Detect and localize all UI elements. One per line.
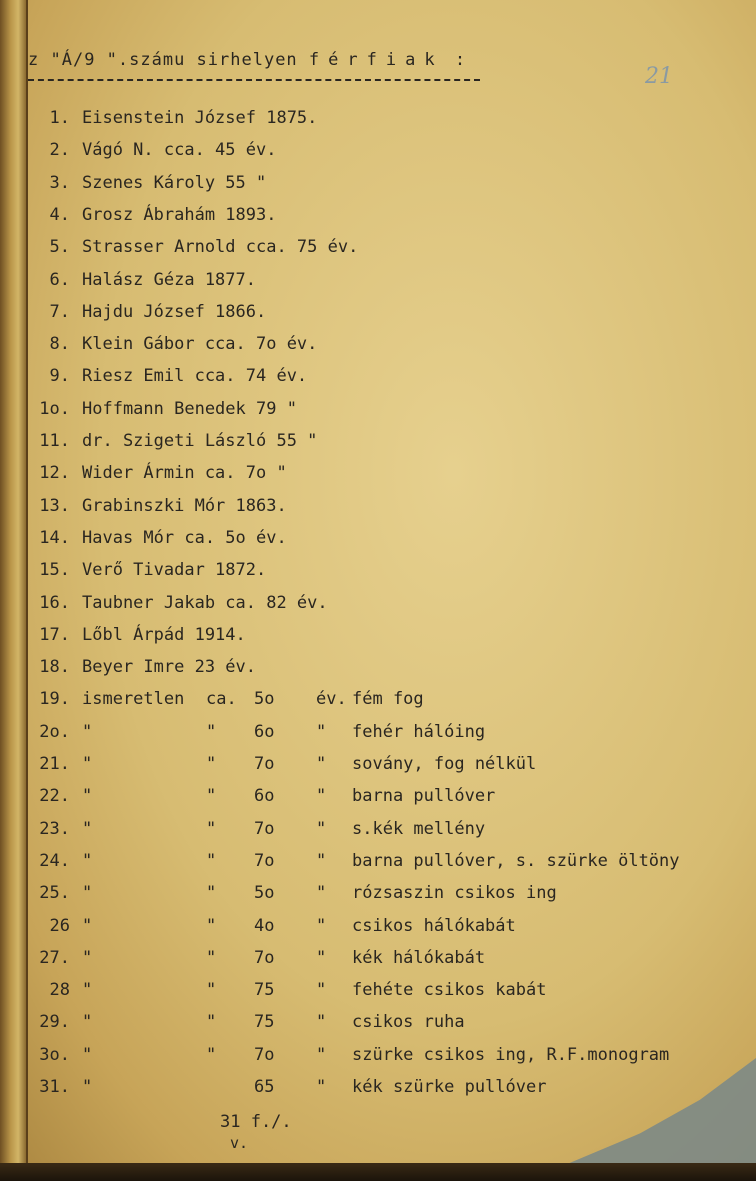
page-number: 21 (645, 64, 673, 89)
entry-text: Szenes Károly 55 " (82, 172, 267, 193)
entry-text: Beyer Imre 23 év. (82, 657, 256, 678)
entry-age: 7o (254, 850, 275, 871)
entry-descriptor: " (82, 786, 93, 807)
entry-age: 4o (254, 915, 275, 936)
entry-number: 29. (39, 1012, 70, 1033)
entry-descriptor: " (82, 721, 93, 742)
entry-description: sovány, fog nélkül (352, 754, 537, 774)
entry-text: Strasser Arnold cca. 75 év. (82, 237, 359, 258)
entry-text: Havas Mór ca. 5o év. (82, 527, 287, 548)
entry-unit: év. (316, 689, 347, 710)
heading-label: "Á/9 ".számu sirhelyen (50, 50, 298, 70)
entry-text: Riesz Emil cca. 74 év. (82, 366, 308, 387)
entry-ca: " (206, 980, 217, 1001)
entry-text: Grabinszki Mór 1863. (82, 495, 287, 516)
entry-unit: " (316, 850, 327, 871)
heading-spaced-word: férfiak (308, 50, 444, 70)
entry-ca: " (206, 754, 217, 774)
entry-number: 17. (39, 624, 70, 645)
entry-number: 5. (49, 237, 70, 258)
entry-number: 27. (39, 947, 70, 968)
entry-number: 28 (49, 980, 70, 1001)
entry-descriptor: " (82, 883, 93, 904)
entry-unit: " (316, 786, 327, 807)
entry-age: 7o (254, 754, 275, 774)
entry-text: Halász Géza 1877. (82, 269, 256, 290)
entry-number: 14. (39, 527, 70, 548)
entry-number: 31. (39, 1077, 70, 1097)
entry-number: 24. (39, 850, 70, 871)
entry-text: Vágó N. cca. 45 év. (82, 140, 277, 161)
entry-unit: " (316, 721, 327, 742)
entry-number: 13. (39, 495, 70, 516)
entry-description: csikos ruha (352, 1012, 465, 1033)
entry-description: rózsaszin csikos ing (352, 883, 557, 904)
entry-number: 26 (49, 915, 70, 936)
entry-description: barna pullóver (352, 786, 496, 807)
page-heading (28, 50, 466, 70)
entry-descriptor: " (82, 850, 93, 871)
entry-descriptor: " (82, 1077, 93, 1097)
entry-age: 75 (254, 980, 275, 1001)
entry-age: 7o (254, 818, 275, 839)
entry-number: 16. (39, 592, 70, 613)
entry-number: 3o. (39, 1044, 70, 1065)
entry-number: 2o. (39, 721, 70, 742)
entry-number: 22. (39, 786, 70, 807)
entry-descriptor: " (82, 754, 93, 774)
entry-description: csikos hálókabát (352, 915, 516, 936)
entry-ca: " (206, 947, 217, 968)
entry-text: dr. Szigeti László 55 " (82, 431, 318, 451)
entry-age: 5o (254, 883, 275, 904)
entry-text: Eisenstein József 1875. (82, 108, 318, 128)
entry-unit: " (316, 947, 327, 968)
entry-number: 4. (49, 204, 70, 225)
entry-descriptor: " (82, 980, 93, 1001)
entry-ca: ca. (206, 689, 237, 710)
page-bottom-edge (0, 1163, 756, 1181)
entry-text: Hajdu József 1866. (82, 301, 267, 322)
entry-text: Lőbl Árpád 1914. (82, 624, 246, 645)
entry-age: 6o (254, 721, 275, 742)
entry-ca: " (206, 915, 217, 936)
entry-descriptor: " (82, 818, 93, 839)
entry-ca: " (206, 1012, 217, 1033)
entry-descriptor: " (82, 1012, 93, 1033)
entry-number: 19. (39, 689, 70, 710)
entry-description: barna pullóver, s. szürke öltöny (352, 850, 680, 871)
entry-description: s.kék mellény (352, 818, 486, 839)
entry-description: szürke csikos ing, R.F.monogram (352, 1044, 670, 1065)
entry-number: 8. (49, 334, 70, 355)
footer-mark: v. (230, 1134, 249, 1152)
entry-number: 21. (39, 754, 70, 774)
entry-number: 9. (49, 366, 70, 387)
entry-ca: " (206, 850, 217, 871)
entry-description: fém fog (352, 689, 424, 710)
entry-unit: " (316, 818, 327, 839)
heading-prefix: z (28, 50, 40, 70)
entry-number: 3. (49, 172, 70, 193)
entry-text: Taubner Jakab ca. 82 év. (82, 592, 328, 613)
entry-text: Klein Gábor cca. 7o év. (82, 334, 318, 355)
entry-unit: " (316, 1012, 327, 1033)
entry-number: 1o. (39, 398, 70, 419)
entry-text: Grosz Ábrahám 1893. (82, 204, 277, 225)
entry-age: 5o (254, 689, 275, 710)
corner-stain (560, 1055, 756, 1167)
entry-unit: " (316, 980, 327, 1001)
entry-text: Wider Ármin ca. 7o " (82, 463, 287, 484)
entry-description: kék hálókabát (352, 947, 486, 968)
entry-age: 75 (254, 1012, 275, 1033)
entry-descriptor: ismeretlen (82, 689, 185, 710)
entry-text: Verő Tivadar 1872. (82, 560, 267, 581)
entry-unit: " (316, 915, 327, 936)
entry-number: 7. (49, 301, 70, 322)
entry-number: 12. (39, 463, 70, 484)
entry-number: 2. (49, 140, 70, 161)
heading-colon: : (454, 50, 467, 70)
entry-description: fehér hálóing (352, 721, 486, 742)
entry-age: 6o (254, 786, 275, 807)
entry-unit: " (316, 883, 327, 904)
entry-age: 7o (254, 947, 275, 968)
entry-ca: " (206, 1044, 217, 1065)
entry-unit: " (316, 1044, 327, 1065)
entry-number: 18. (39, 657, 70, 678)
entry-text: Hoffmann Benedek 79 " (82, 398, 297, 419)
entry-ca: " (206, 721, 217, 742)
entry-ca: " (206, 818, 217, 839)
book-binding (0, 0, 28, 1181)
entry-description: fehéte csikos kabát (352, 980, 547, 1001)
entry-unit: " (316, 1077, 327, 1097)
entry-number: 25. (39, 883, 70, 904)
entry-number: 11. (39, 431, 70, 451)
entry-ca: " (206, 786, 217, 807)
entry-number: 15. (39, 560, 70, 581)
entry-descriptor: " (82, 947, 93, 968)
entry-description: kék szürke pullóver (352, 1077, 547, 1097)
entry-number: 23. (39, 818, 70, 839)
entry-descriptor: " (82, 1044, 93, 1065)
entry-ca: " (206, 883, 217, 904)
entry-age: 65 (254, 1077, 275, 1097)
entry-number: 1. (49, 108, 70, 128)
heading-rule (28, 79, 480, 81)
entry-age: 7o (254, 1044, 275, 1065)
entry-descriptor: " (82, 915, 93, 936)
entry-number: 6. (49, 269, 70, 290)
entry-unit: " (316, 754, 327, 774)
footer-total: 31 f./. (220, 1112, 292, 1132)
